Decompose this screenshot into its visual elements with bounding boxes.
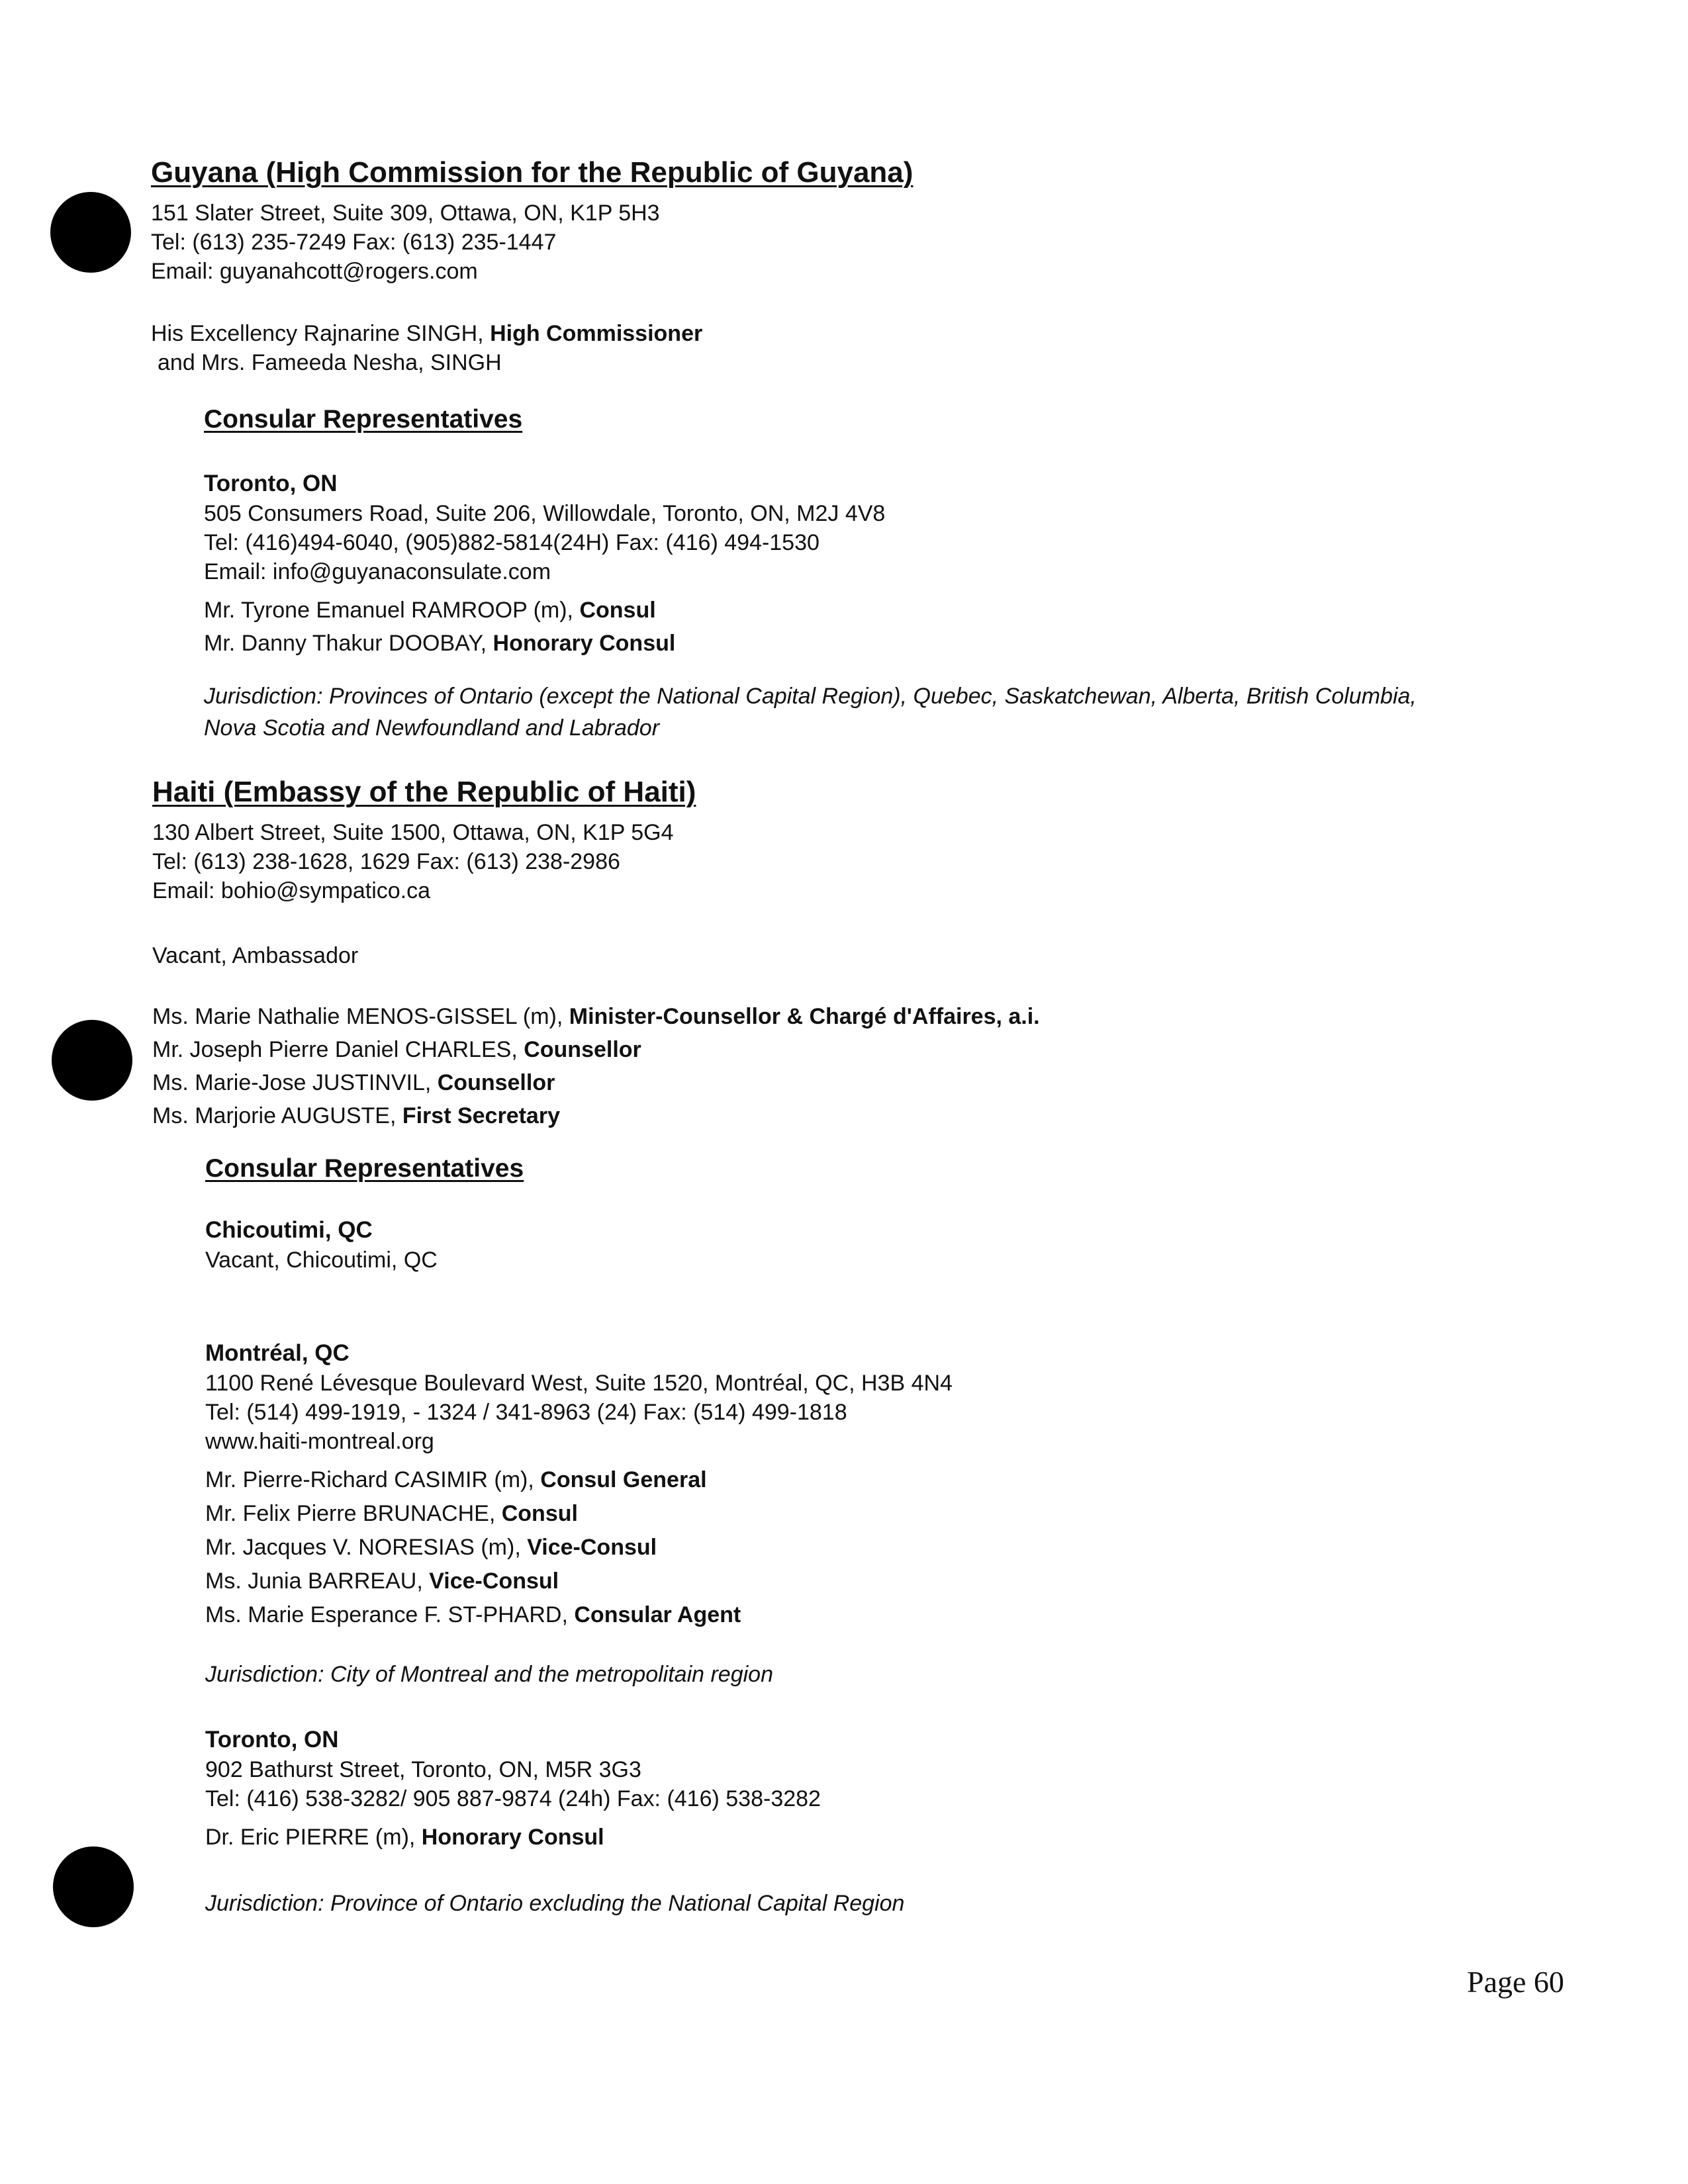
haiti-montreal-address: 1100 René Lévesque Boulevard West, Suite 1520, Montréal, QC, H3B 4N4 xyxy=(205,1371,953,1396)
guyana-head-entry xyxy=(151,319,702,348)
person-title: Consul xyxy=(579,598,656,623)
haiti-contact xyxy=(152,818,674,905)
person-title: Minister-Counsellor & Chargé d'Affaires, a.i. xyxy=(569,1004,1040,1029)
person-title: Honorary Consul xyxy=(492,631,676,656)
haiti-email: Email: bohio@sympatico.ca xyxy=(152,878,431,903)
staff-entry xyxy=(152,1068,1040,1097)
punch-hole-top xyxy=(50,192,131,273)
punch-hole-middle xyxy=(52,1020,132,1101)
person-name: Ms. Marie Esperance F. ST-PHARD, xyxy=(205,1602,575,1627)
person-name: Ms. Marjorie AUGUSTE, xyxy=(152,1103,402,1128)
person-title: Consul General xyxy=(540,1467,707,1492)
haiti-chicoutimi-city: Chicoutimi, QC xyxy=(205,1217,373,1243)
haiti-montreal-consulate xyxy=(205,1338,953,1629)
staff-entry xyxy=(152,1101,1040,1130)
haiti-ambassador: Vacant, Ambassador xyxy=(152,943,359,968)
guyana-toronto-city: Toronto, ON xyxy=(204,471,338,496)
person-name: Mr. Felix Pierre BRUNACHE, xyxy=(205,1501,502,1526)
haiti-tel-fax: Tel: (613) 238-1628, 1629 Fax: (613) 238-2986 xyxy=(152,849,620,874)
staff-entry xyxy=(204,629,885,658)
staff-entry xyxy=(205,1533,953,1562)
person-name: Mr. Joseph Pierre Daniel CHARLES, xyxy=(152,1037,524,1062)
person-name: Dr. Eric PIERRE (m), xyxy=(205,1825,422,1850)
guyana-tel-fax: Tel: (613) 235-7249 Fax: (613) 235-1447 xyxy=(151,230,557,255)
person-title: Counsellor xyxy=(437,1070,555,1095)
guyana-email: Email: guyanahcott@rogers.com xyxy=(151,259,478,284)
person-title: High Commissioner xyxy=(490,321,703,346)
haiti-toronto-address: 902 Bathurst Street, Toronto, ON, M5R 3G3 xyxy=(205,1757,641,1782)
staff-entry xyxy=(205,1567,953,1596)
staff-entry xyxy=(204,596,885,625)
guyana-spouse: and Mrs. Fameeda Nesha, SINGH xyxy=(158,350,502,375)
person-name: Mr. Tyrone Emanuel RAMROOP (m), xyxy=(204,598,580,623)
guyana-address: 151 Slater Street, Suite 309, Ottawa, ON, K1P 5H3 xyxy=(151,201,660,226)
person-name: His Excellency Rajnarine SINGH, xyxy=(151,321,491,346)
person-title: Vice-Consul xyxy=(429,1569,559,1594)
guyana-toronto-email: Email: info@guyanaconsulate.com xyxy=(204,559,551,584)
guyana-toronto-address: 505 Consumers Road, Suite 206, Willowdale, Toronto, ON, M2J 4V8 xyxy=(204,501,886,526)
haiti-consular-heading: Consular Representatives xyxy=(205,1154,524,1183)
guyana-head-of-mission xyxy=(151,319,702,377)
person-name: Ms. Junia BARREAU, xyxy=(205,1569,430,1594)
haiti-chicoutimi-text: Vacant, Chicoutimi, QC xyxy=(205,1248,438,1273)
haiti-heading: Haiti (Embassy of the Republic of Haiti) xyxy=(152,776,696,808)
person-title: Honorary Consul xyxy=(421,1825,604,1850)
staff-entry xyxy=(205,1499,953,1528)
guyana-heading: Guyana (High Commission for the Republic of Guyana) xyxy=(151,156,914,189)
person-name: Ms. Marie Nathalie MENOS-GISSEL (m), xyxy=(152,1004,569,1029)
person-title: Consul xyxy=(501,1501,578,1526)
haiti-toronto-city: Toronto, ON xyxy=(205,1727,339,1752)
haiti-montreal-tel: Tel: (514) 499-1919, - 1324 / 341-8963 (24) Fax: (514) 499-1818 xyxy=(205,1400,847,1425)
staff-entry xyxy=(205,1600,953,1629)
staff-entry xyxy=(205,1823,821,1852)
punch-hole-bottom xyxy=(53,1846,134,1927)
person-name: Ms. Marie-Jose JUSTINVIL, xyxy=(152,1070,438,1095)
staff-entry xyxy=(205,1465,953,1494)
haiti-toronto-consulate xyxy=(205,1725,821,1852)
guyana-toronto-tel: Tel: (416)494-6040, (905)882-5814(24H) Fax: (416) 494-1530 xyxy=(204,530,820,555)
haiti-montreal-city: Montréal, QC xyxy=(205,1340,350,1366)
guyana-toronto-consulate xyxy=(204,469,885,658)
person-title: Consular Agent xyxy=(574,1602,741,1627)
guyana-toronto-jurisdiction: Jurisdiction: Provinces of Ontario (except the National Capital Region), Quebec, Saskatchewan, Alberta, British Columbia, Nova Scotia and Newfoundland and Labrador xyxy=(204,684,1417,741)
guyana-contact xyxy=(151,199,660,286)
haiti-montreal-website: www.haiti-montreal.org xyxy=(205,1429,434,1454)
person-title: First Secretary xyxy=(402,1103,560,1128)
guyana-consular-heading: Consular Representatives xyxy=(204,405,523,433)
person-name: Mr. Danny Thakur DOOBAY, xyxy=(204,631,493,656)
page-number: Page 60 xyxy=(1467,1965,1564,1999)
haiti-embassy-staff xyxy=(152,1002,1040,1130)
haiti-chicoutimi-consulate xyxy=(205,1215,438,1275)
staff-entry xyxy=(152,1002,1040,1031)
person-name: Mr. Jacques V. NORESIAS (m), xyxy=(205,1535,528,1560)
person-title: Counsellor xyxy=(524,1037,641,1062)
haiti-toronto-jurisdiction: Jurisdiction: Province of Ontario excluding the National Capital Region xyxy=(205,1891,905,1916)
person-name: Mr. Pierre-Richard CASIMIR (m), xyxy=(205,1467,541,1492)
staff-entry xyxy=(152,1035,1040,1064)
person-title: Vice-Consul xyxy=(527,1535,657,1560)
haiti-montreal-jurisdiction: Jurisdiction: City of Montreal and the metropolitain region xyxy=(205,1662,773,1687)
haiti-address: 130 Albert Street, Suite 1500, Ottawa, ON, K1P 5G4 xyxy=(152,820,674,845)
haiti-toronto-tel: Tel: (416) 538-3282/ 905 887-9874 (24h) Fax: (416) 538-3282 xyxy=(205,1786,821,1811)
